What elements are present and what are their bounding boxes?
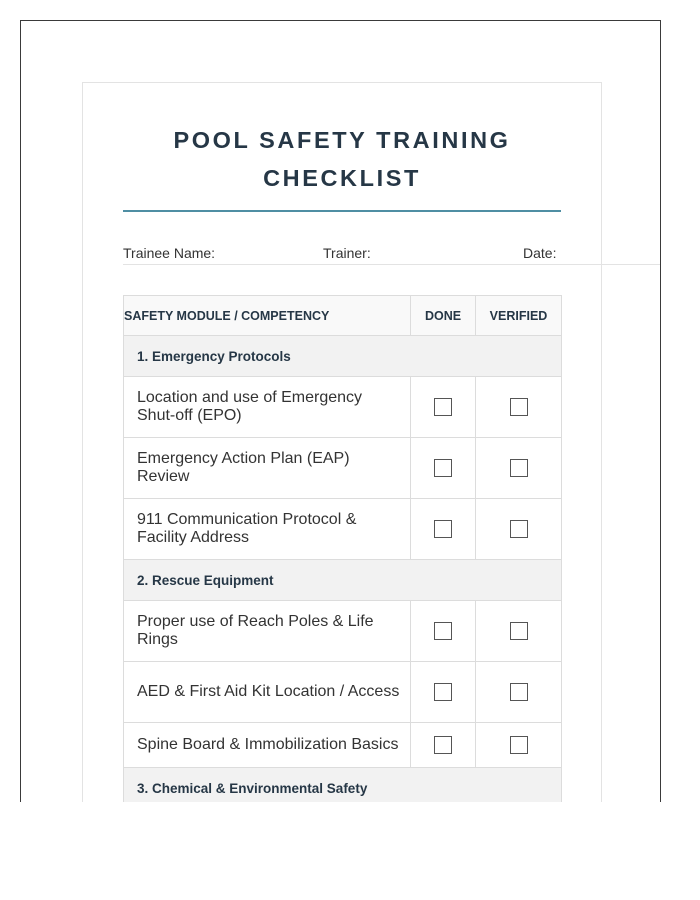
verified-cell — [476, 377, 562, 438]
competency-label: Location and use of Emergency Shut-off (EPO) — [124, 377, 411, 438]
verified-checkbox[interactable] — [510, 459, 528, 477]
verified-cell — [476, 438, 562, 499]
section-title: 2. Rescue Equipment — [124, 560, 562, 601]
verified-cell — [476, 601, 562, 662]
table-row — [124, 723, 562, 768]
table-row — [124, 377, 562, 438]
done-checkbox[interactable] — [434, 459, 452, 477]
header-done: DONE — [411, 296, 476, 336]
section-row — [124, 768, 562, 803]
title-line-1: POOL SAFETY TRAINING — [173, 127, 511, 153]
title-divider — [123, 210, 561, 212]
trainer-label: Trainer: — [323, 245, 371, 261]
document-viewport — [20, 20, 661, 802]
trainee-info-row — [123, 244, 661, 265]
competency-label: Spine Board & Immobilization Basics — [124, 723, 411, 768]
trainee-name-label: Trainee Name: — [123, 245, 216, 261]
table-row — [124, 601, 562, 662]
section-row — [124, 336, 562, 377]
document-title — [123, 121, 561, 197]
done-checkbox[interactable] — [434, 520, 452, 538]
verified-checkbox[interactable] — [510, 683, 528, 701]
done-checkbox[interactable] — [434, 622, 452, 640]
competency-label: AED & First Aid Kit Location / Access — [124, 662, 411, 723]
table-row — [124, 499, 562, 560]
done-checkbox[interactable] — [434, 683, 452, 701]
date-label: Date: — [523, 245, 557, 261]
section-title: 1. Emergency Protocols — [124, 336, 562, 377]
done-cell — [411, 438, 476, 499]
table-row — [124, 662, 562, 723]
verified-checkbox[interactable] — [510, 520, 528, 538]
done-cell — [411, 601, 476, 662]
title-line-2: CHECKLIST — [263, 165, 421, 191]
section-title: 3. Chemical & Environmental Safety — [124, 768, 562, 803]
header-module: SAFETY MODULE / COMPETENCY — [124, 296, 411, 336]
done-checkbox[interactable] — [434, 398, 452, 416]
checklist-page — [82, 82, 602, 802]
competency-label: Proper use of Reach Poles & Life Rings — [124, 601, 411, 662]
table-row — [124, 438, 562, 499]
done-cell — [411, 377, 476, 438]
competency-label: Emergency Action Plan (EAP) Review — [124, 438, 411, 499]
done-cell — [411, 499, 476, 560]
done-cell — [411, 662, 476, 723]
verified-checkbox[interactable] — [510, 398, 528, 416]
header-verified: VERIFIED — [476, 296, 562, 336]
done-checkbox[interactable] — [434, 736, 452, 754]
verified-cell — [476, 662, 562, 723]
section-row — [124, 560, 562, 601]
verified-cell — [476, 723, 562, 768]
done-cell — [411, 723, 476, 768]
verified-cell — [476, 499, 562, 560]
checklist-table — [123, 295, 562, 802]
verified-checkbox[interactable] — [510, 622, 528, 640]
competency-label: 911 Communication Protocol & Facility Address — [124, 499, 411, 560]
verified-checkbox[interactable] — [510, 736, 528, 754]
table-header-row — [124, 296, 562, 336]
